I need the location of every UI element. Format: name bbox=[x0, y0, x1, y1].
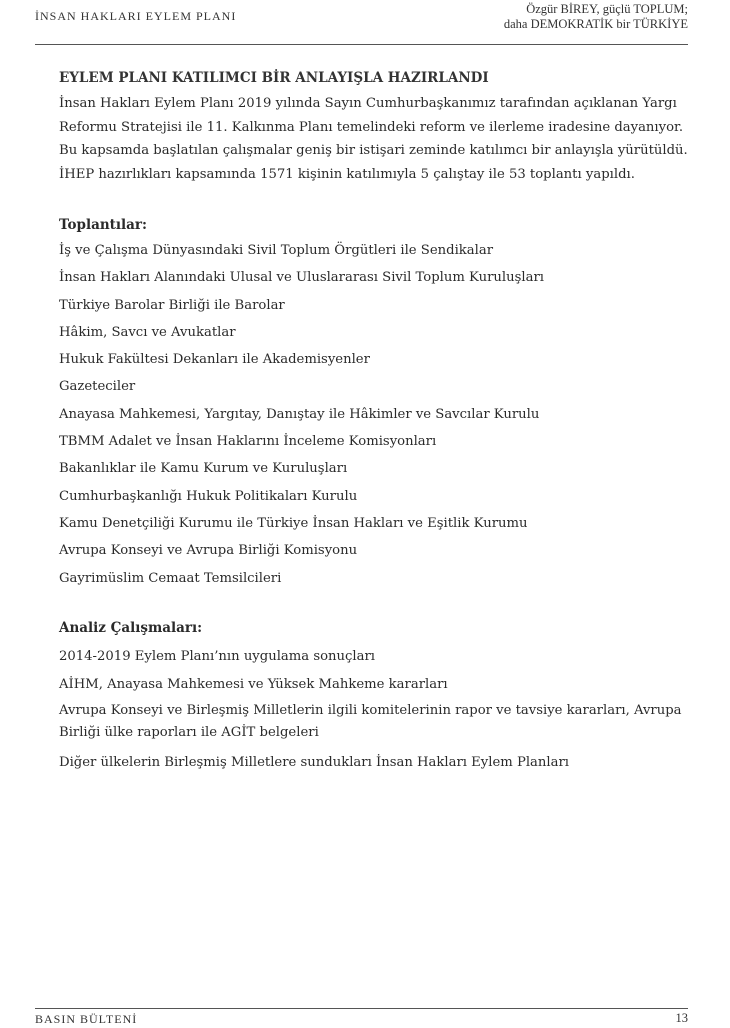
page-body bbox=[59, 68, 690, 775]
list-item: Kamu Denetçiliği Kurumu ile Türkiye İnsan Hakları ve Eşitlik Kurumu bbox=[59, 515, 528, 531]
list-item: Avrupa Konseyi ve Birleşmiş Milletlerin ilgili komitelerinin rapor ve tavsiye kararları, Avrupa Birliği ülke raporları ile AGİT belgeleri bbox=[59, 702, 682, 740]
page-number: 13 bbox=[675, 1011, 688, 1025]
list-item: İş ve Çalışma Dünyasındaki Sivil Toplum Örgütleri ile Sendikalar bbox=[59, 243, 494, 258]
section-heading: EYLEM PLANI KATILIMCI BİR ANLAYIŞLA HAZIRLANDI bbox=[59, 70, 489, 86]
meetings-title: Toplantılar: bbox=[59, 217, 147, 233]
list-item: Hâkim, Savcı ve Avukatlar bbox=[59, 324, 236, 340]
list-item: Türkiye Barolar Birliği ile Barolar bbox=[59, 297, 285, 313]
list-item: Avrupa Konseyi ve Avrupa Birliği Komisyonu bbox=[59, 543, 358, 559]
list-item: TBMM Adalet ve İnsan Haklarını İnceleme Komisyonları bbox=[59, 434, 437, 450]
list-item: Hukuk Fakültesi Dekanları ile Akademisyenler bbox=[59, 352, 370, 368]
running-header-slogan bbox=[504, 2, 688, 32]
list-item: AİHM, Anayasa Mahkemesi ve Yüksek Mahkeme kararları bbox=[59, 676, 448, 692]
list-item: Bakanlıklar ile Kamu Kurum ve Kuruluşları bbox=[59, 461, 348, 477]
stats-paragraph: İHEP hazırlıkları kapsamında 1571 kişinin katılımıyla 5 çalıştay ile 53 toplantı yapıldı. bbox=[59, 166, 635, 182]
slogan-line-2: daha DEMOKRATİK bir TÜRKİYE bbox=[503, 17, 688, 31]
header-divider bbox=[35, 44, 688, 45]
analysis-title: Analiz Çalışmaları: bbox=[59, 619, 203, 636]
running-header-title: İNSAN HAKLARI EYLEM PLANI bbox=[35, 9, 237, 23]
list-item: Anayasa Mahkemesi, Yargıtay, Danıştay ile Hâkimler ve Savcılar Kurulu bbox=[59, 406, 540, 422]
list-item: Gayrimüslim Cemaat Temsilcileri bbox=[59, 570, 282, 586]
list-item: Gazeteciler bbox=[59, 379, 136, 395]
footer-title: BASIN BÜLTENİ bbox=[35, 1012, 138, 1026]
list-item: Diğer ülkelerin Birleşmiş Milletlere sundukları İnsan Hakları Eylem Planları bbox=[59, 754, 570, 770]
list-item: İnsan Hakları Alanındaki Ulusal ve Uluslararası Sivil Toplum Kuruluşları bbox=[59, 270, 544, 286]
footer-divider bbox=[35, 1008, 688, 1009]
analysis-list bbox=[59, 644, 690, 775]
meetings-list bbox=[59, 237, 690, 592]
list-item: Cumhurbaşkanlığı Hukuk Politikaları Kurulu bbox=[59, 488, 358, 504]
slogan-line-1: Özgür BİREY, güçlü TOPLUM; bbox=[526, 2, 688, 16]
intro-paragraph: İnsan Hakları Eylem Planı 2019 yılında Sayın Cumhurbaşkanımız tarafından açıklanan Yargı Reformu Stratejisi ile 11. Kalkınma Planı temelindeki reform ve ilerleme iradesine dayanıyor. Bu kapsamda başlatılan çalışmalar geniş bir istişari zeminde katılımcı bir anlayışla yürütüldü. bbox=[59, 96, 688, 158]
list-item: 2014-2019 Eylem Planı’nın uygulama sonuçları bbox=[59, 648, 376, 664]
